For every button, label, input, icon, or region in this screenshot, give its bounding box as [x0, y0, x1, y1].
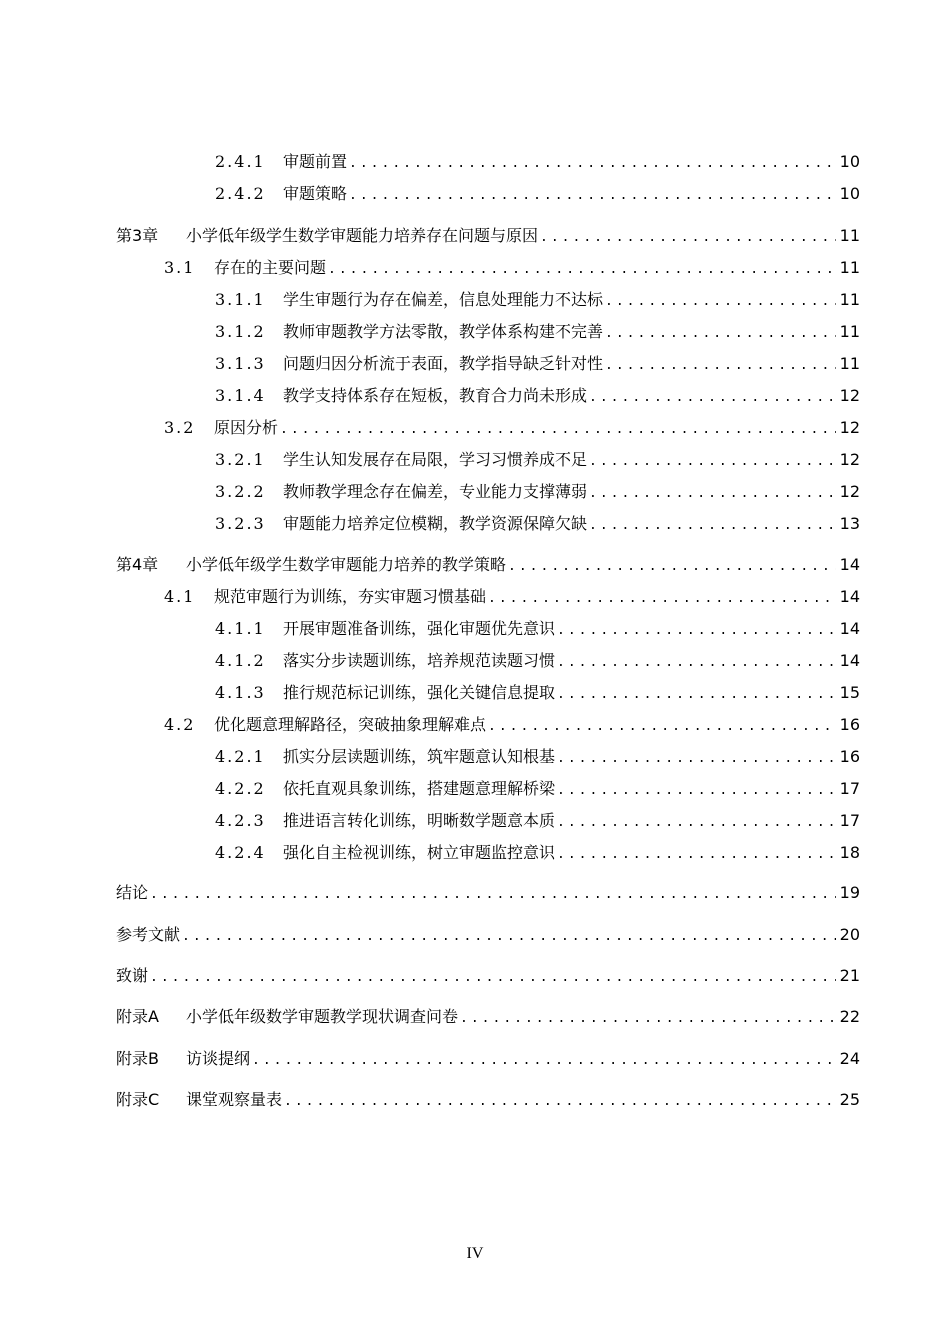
- toc-entry-title: 推行规范标记训练，强化关键信息提取: [283, 683, 556, 702]
- toc-entry-page: 11: [839, 322, 860, 341]
- dot-leader: [349, 152, 836, 176]
- toc-entry-page: 14: [839, 651, 860, 670]
- toc-entry-number: 3.1.1: [215, 290, 266, 309]
- toc-entry-title: 小学低年级学生数学审题能力培养存在问题与原因: [186, 226, 539, 245]
- dot-leader: [328, 258, 836, 282]
- toc-entry-number: 3.2.1: [215, 450, 266, 469]
- dot-leader: [589, 514, 836, 538]
- toc-entry-number: 附录C: [116, 1090, 160, 1109]
- toc-entry-title: 落实分步读题训练，培养规范读题习惯: [283, 651, 556, 670]
- dot-leader: [280, 418, 836, 442]
- toc-entry-4-2[interactable]: [164, 713, 860, 737]
- toc-entry-title: 教学支持体系存在短板，教育合力尚未形成: [283, 386, 588, 405]
- toc-entry-title: 审题前置: [283, 152, 348, 171]
- dot-leader: [150, 966, 836, 990]
- toc-entry-title: 致谢: [116, 966, 149, 985]
- toc-entry-page: 11: [839, 226, 860, 245]
- toc-entry-title: 规范审题行为训练，夯实审题习惯基础: [214, 587, 487, 606]
- toc-entry-page: 12: [839, 450, 860, 469]
- page-number: IV: [466, 1245, 484, 1262]
- toc-entry-3-1[interactable]: [164, 256, 860, 280]
- toc-entry-title: 原因分析: [214, 418, 279, 437]
- toc-entry-title: 审题能力培养定位模糊，教学资源保障欠缺: [283, 514, 588, 533]
- toc-entry-number: 2.4.1: [215, 152, 266, 171]
- toc-entry-number: 3.2.2: [215, 482, 266, 501]
- toc-entry-number: 2.4.2: [215, 184, 266, 203]
- toc-entry-title: 学生认知发展存在局限，学习习惯养成不足: [283, 450, 588, 469]
- toc-entry-title: 学生审题行为存在偏差，信息处理能力不达标: [283, 290, 604, 309]
- toc-entry-number: 第4章: [116, 555, 159, 574]
- toc-entry-4-1-1[interactable]: [215, 617, 860, 641]
- dot-leader: [488, 715, 836, 739]
- toc-entry-page: 22: [839, 1007, 860, 1026]
- dot-leader: [605, 322, 836, 346]
- toc-entry-page: 13: [839, 514, 860, 533]
- dot-leader: [589, 450, 836, 474]
- toc-entry-title: 问题归因分析流于表面，教学指导缺乏针对性: [283, 354, 604, 373]
- dot-leader: [557, 747, 836, 771]
- dot-leader: [488, 587, 836, 611]
- toc-entry-title: 存在的主要问题: [214, 258, 327, 277]
- toc-entry-conclusion[interactable]: [116, 881, 860, 905]
- toc-entry-page: 16: [839, 715, 860, 734]
- toc-entry-number: 4.2: [164, 715, 196, 734]
- dot-leader: [605, 354, 836, 378]
- toc-entry-4-2-4[interactable]: [215, 841, 860, 865]
- toc-entry-page: 20: [839, 925, 860, 944]
- toc-entry-3-1-2[interactable]: [215, 320, 860, 344]
- toc-entry-number: 附录B: [116, 1049, 159, 1068]
- toc-entry-page: 10: [839, 152, 860, 171]
- toc-entry-page: 25: [839, 1090, 860, 1109]
- toc-entry-number: 4.1.1: [215, 619, 266, 638]
- dot-leader: [540, 226, 836, 250]
- toc-entry-page: 12: [839, 418, 860, 437]
- toc-entry-page: 12: [839, 482, 860, 501]
- dot-leader: [150, 883, 836, 907]
- toc-entry-title: 审题策略: [283, 184, 348, 203]
- toc-entry-number: 4.1.3: [215, 683, 266, 702]
- toc-entry-number: 4.2.3: [215, 811, 266, 830]
- toc-entry-4-2-2[interactable]: [215, 777, 860, 801]
- toc-entry-page: 10: [839, 184, 860, 203]
- dot-leader: [460, 1007, 836, 1031]
- dot-leader: [557, 779, 836, 803]
- dot-leader: [557, 843, 836, 867]
- toc-entry-references[interactable]: [116, 923, 860, 947]
- toc-entry-4-1[interactable]: [164, 585, 860, 609]
- toc-entry-3-1-1[interactable]: [215, 288, 860, 312]
- toc-entry-title: 依托直观具象训练，搭建题意理解桥梁: [283, 779, 556, 798]
- toc-entry-3-2[interactable]: [164, 416, 860, 440]
- dot-leader: [557, 683, 836, 707]
- dot-leader: [508, 555, 836, 579]
- toc-entry-page: 19: [839, 883, 860, 902]
- toc-entry-number: 3.2: [164, 418, 196, 437]
- toc-entry-appendix-a[interactable]: [116, 1005, 860, 1029]
- toc-entry-title: 访谈提纲: [186, 1049, 251, 1068]
- dot-leader: [252, 1049, 836, 1073]
- toc-entry-3-1-3[interactable]: [215, 352, 860, 376]
- toc-entry-3-1-4[interactable]: [215, 384, 860, 408]
- toc-entry-title: 教师审题教学方法零散，教学体系构建不完善: [283, 322, 604, 341]
- toc-entry-number: 3.2.3: [215, 514, 266, 533]
- dot-leader: [589, 386, 836, 410]
- toc-entry-number: 附录A: [116, 1007, 159, 1026]
- toc-entry-page: 14: [839, 619, 860, 638]
- toc-entry-title: 参考文献: [116, 925, 181, 944]
- toc-entry-title: 教师教学理念存在偏差，专业能力支撑薄弱: [283, 482, 588, 501]
- dot-leader: [557, 651, 836, 675]
- toc-entry-number: 3.1.2: [215, 322, 266, 341]
- toc-entry-page: 11: [839, 290, 860, 309]
- toc-entry-4-2-3[interactable]: [215, 809, 860, 833]
- dot-leader: [557, 811, 836, 835]
- toc-entry-number: 3.1: [164, 258, 196, 277]
- toc-entry-number: 4.1.2: [215, 651, 266, 670]
- toc-entry-chapter-4[interactable]: [116, 553, 860, 577]
- toc-entry-number: 4.2.4: [215, 843, 266, 862]
- toc-entry-appendix-b[interactable]: [116, 1047, 860, 1071]
- toc-entry-appendix-c[interactable]: [116, 1088, 860, 1112]
- toc-entry-title: 结论: [116, 883, 149, 902]
- dot-leader: [605, 290, 836, 314]
- toc-entry-title: 推进语言转化训练，明晰数学题意本质: [283, 811, 556, 830]
- toc-entry-number: 4.2.2: [215, 779, 266, 798]
- dot-leader: [349, 184, 836, 208]
- toc-entry-page: 18: [839, 843, 860, 862]
- dot-leader: [284, 1090, 836, 1114]
- toc-entry-page: 12: [839, 386, 860, 405]
- toc-entry-2-4-1[interactable]: [215, 150, 860, 174]
- toc-entry-page: 21: [839, 966, 860, 985]
- toc-entry-number: 3.1.3: [215, 354, 266, 373]
- toc-entry-chapter-3[interactable]: [116, 224, 860, 248]
- toc-entry-2-4-2[interactable]: [215, 182, 860, 206]
- toc-entry-page: 14: [839, 555, 860, 574]
- toc-entry-3-2-2[interactable]: [215, 480, 860, 504]
- toc-entry-page: 11: [839, 258, 860, 277]
- toc-entry-title: 优化题意理解路径，突破抽象理解难点: [214, 715, 487, 734]
- toc-entry-page: 16: [839, 747, 860, 766]
- toc-entry-title: 开展审题准备训练，强化审题优先意识: [283, 619, 556, 638]
- toc-entry-title: 课堂观察量表: [186, 1090, 283, 1109]
- toc-entry-4-2-1[interactable]: [215, 745, 860, 769]
- toc-entry-title: 强化自主检视训练，树立审题监控意识: [283, 843, 556, 862]
- toc-entry-3-2-1[interactable]: [215, 448, 860, 472]
- toc-entry-page: 24: [839, 1049, 860, 1068]
- toc-entry-number: 第3章: [116, 226, 159, 245]
- dot-leader: [182, 925, 836, 949]
- toc-entry-title: 小学低年级数学审题教学现状调查问卷: [186, 1007, 459, 1026]
- toc-entry-4-1-2[interactable]: [215, 649, 860, 673]
- dot-leader: [557, 619, 836, 643]
- toc-entry-page: 17: [839, 779, 860, 798]
- toc-entry-3-2-3[interactable]: [215, 512, 860, 536]
- toc-entry-number: 4.2.1: [215, 747, 266, 766]
- toc-entry-page: 15: [839, 683, 860, 702]
- toc-entry-number: 3.1.4: [215, 386, 266, 405]
- toc-entry-number: 4.1: [164, 587, 196, 606]
- toc-entry-page: 11: [839, 354, 860, 373]
- toc-entry-acknowledgements[interactable]: [116, 964, 860, 988]
- dot-leader: [589, 482, 836, 506]
- toc-entry-4-1-3[interactable]: [215, 681, 860, 705]
- toc-entry-title: 抓实分层读题训练，筑牢题意认知根基: [283, 747, 556, 766]
- toc-entry-page: 14: [839, 587, 860, 606]
- toc-entry-title: 小学低年级学生数学审题能力培养的教学策略: [186, 555, 507, 574]
- toc-entry-page: 17: [839, 811, 860, 830]
